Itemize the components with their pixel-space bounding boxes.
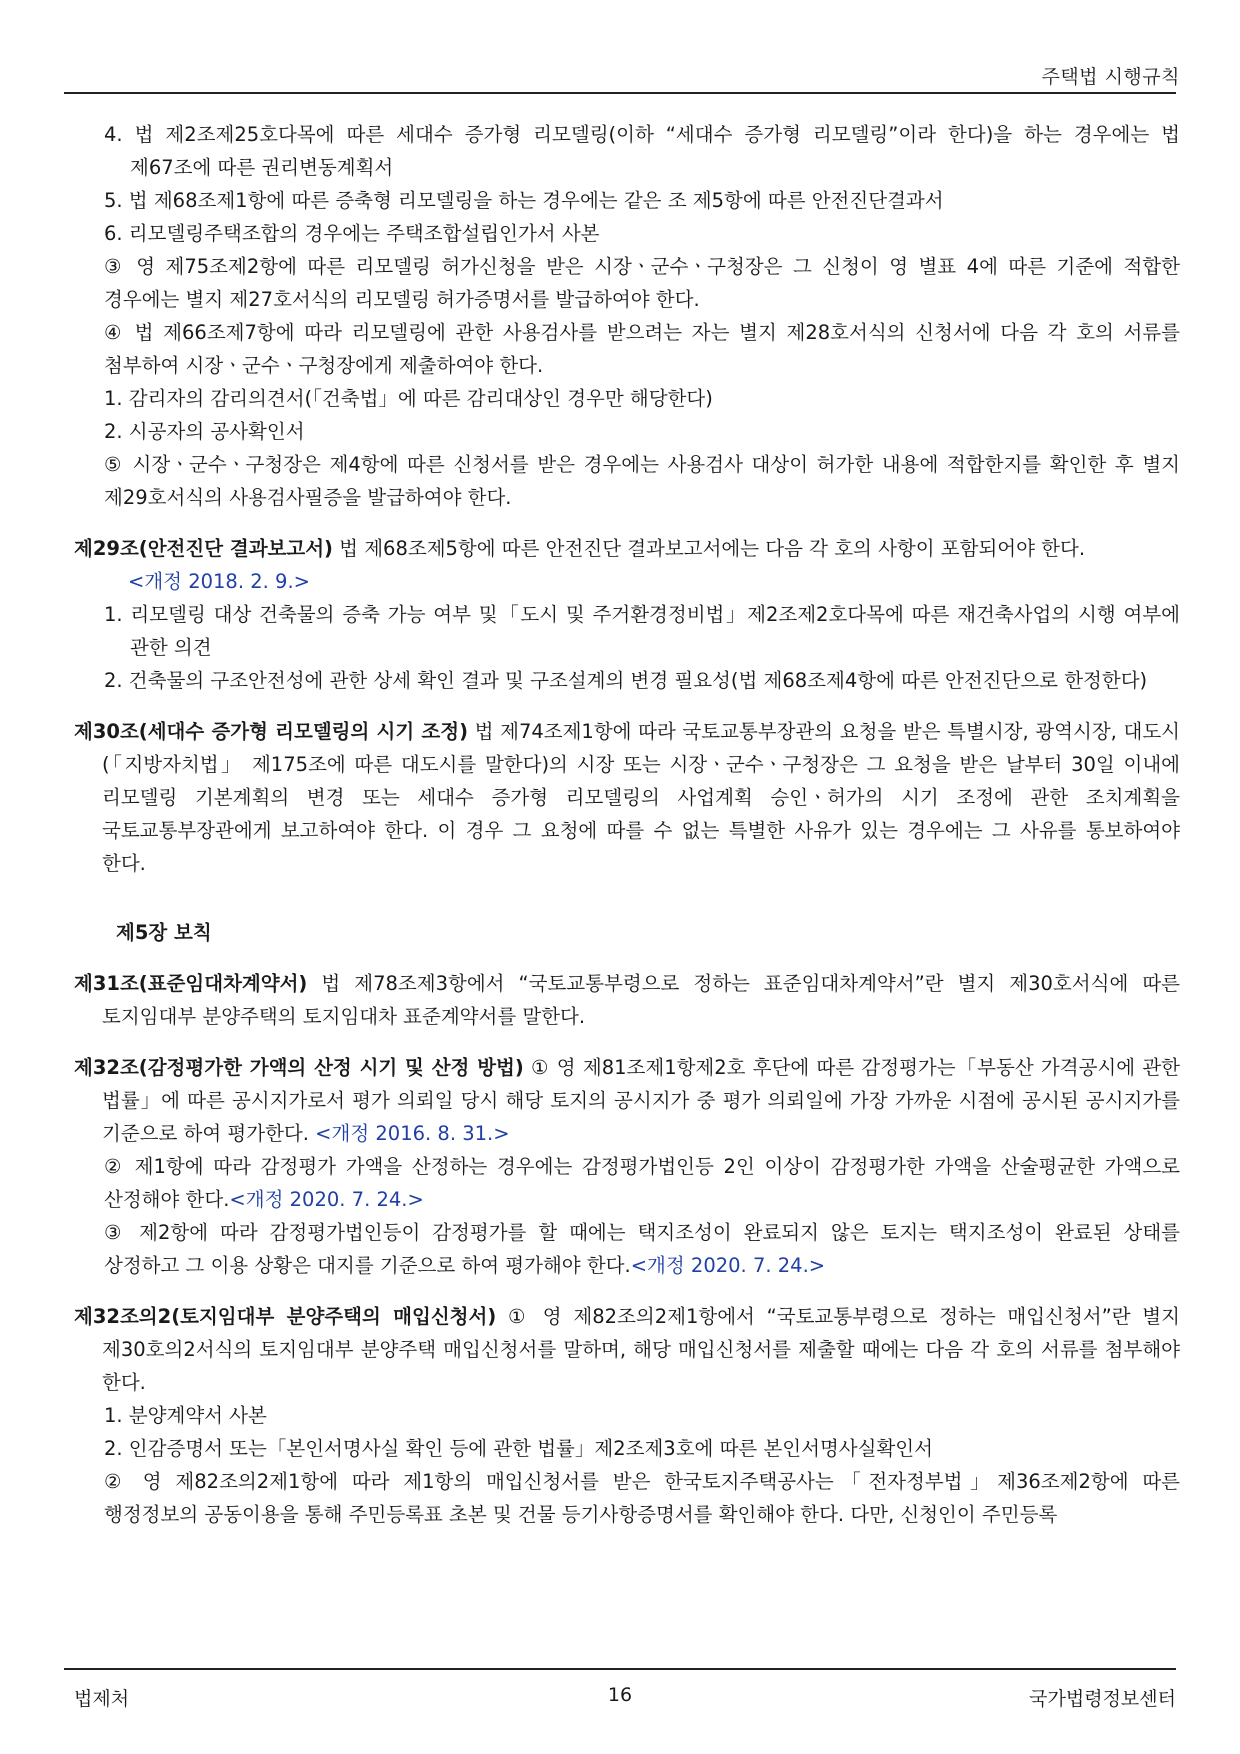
article-31-text: 법 제78조제3항에서 “국토교통부령으로 정하는 표준임대차계약서”란 별지 제30호서식에 따른 토지임대부 분양주택의 토지임대차 표준계약서를 말한다. — [102, 972, 1180, 1028]
chapter-5-heading: 제5장 보칙 — [116, 921, 212, 944]
paragraph-4: ④ 법 제66조제7항에 따라 리모델링에 관한 사용검사를 받으려는 자는 별지 제28호서식의 신청서에 다음 각 호의 서류를 첨부하여 시장ㆍ군수ㆍ구청장에게 제출하여야 한다. — [104, 321, 1180, 377]
article-32-2-paragraph-2: ② 영 제82조의2제1항에 따라 제1항의 매입신청서를 받은 한국토지주택공사는「전자정부법」제36조제2항에 따른 행정정보의 공동이용을 통해 주민등록표 초본 및 건물 등기사항증명서를 확인해야 한다. 다만, 신청인이 주민등록 — [104, 1470, 1180, 1526]
article-32-title: 제32조(감정평가한 가액의 산정 시기 및 산정 방법) — [74, 1056, 524, 1079]
item-2: 2. 시공자의 공사확인서 — [104, 420, 305, 443]
document-body — [0, 118, 1240, 1531]
footer-source: 국가법령정보센터 — [1029, 1688, 1176, 1710]
article-32-2-title: 제32조의2(토지임대부 분양주택의 매입신청서) — [74, 1305, 497, 1328]
article-32 — [74, 1051, 1180, 1150]
header-title: 주택법 시행규칙 — [1041, 66, 1180, 88]
footer-publisher: 법제처 — [74, 1688, 130, 1710]
article-30-title: 제30조(세대수 증가형 리모델링의 시기 조정) — [74, 720, 469, 743]
paragraph-3: ③ 영 제75조제2항에 따른 리모델링 허가신청을 받은 시장ㆍ군수ㆍ구청장은 그 신청이 영 별표 4에 따른 기준에 적합한 경우에는 별지 제27호서식의 리모델링 허가증명서를 발급하여야 한다. — [104, 255, 1180, 311]
article-29-title: 제29조(안전진단 결과보고서) — [74, 537, 333, 560]
article-32-paragraph-2 — [104, 1150, 1180, 1216]
article-32-amend-link[interactable]: <개정 2016. 8. 31.> — [315, 1122, 510, 1145]
item-6: 6. 리모델링주택조합의 경우에는 주택조합설립인가서 사본 — [104, 222, 600, 245]
article-32-2-text: ① 영 제82조의2제1항에서 “국토교통부령으로 정하는 매입신청서”란 별지 제30호의2서식의 토지임대부 분양주택 매입신청서를 말하며, 해당 매입신청서를 제출할 때에는 다음 각 호의 서류를 첨부해야 한다. — [102, 1305, 1180, 1394]
article-29-amend-link[interactable]: <개정 2018. 2. 9.> — [128, 570, 310, 593]
header-divider — [64, 92, 1176, 94]
article-29-text: 법 제68조제5항에 따른 안전진단 결과보고서에는 다음 각 호의 사항이 포함되어야 한다. — [332, 537, 1086, 560]
article-32-paragraph-2-text: ② 제1항에 따라 감정평가 가액을 산정하는 경우에는 감정평가법인등 2인 이상이 감정평가한 가액을 산술평균한 가액으로 산정해야 한다. — [104, 1155, 1180, 1211]
article-32-2 — [74, 1300, 1180, 1399]
item-5: 5. 법 제68조제1항에 따른 증축형 리모델링을 하는 경우에는 같은 조 제5항에 따른 안전진단결과서 — [104, 189, 944, 212]
article-29 — [74, 532, 1180, 598]
article-29-item-2: 2. 건축물의 구조안전성에 관한 상세 확인 결과 및 구조설계의 변경 필요성(법 제68조제4항에 따른 안전진단으로 한정한다) — [104, 669, 1148, 692]
page-number: 16 — [607, 1684, 633, 1706]
article-32-2-item-2: 2. 인감증명서 또는「본인서명사실 확인 등에 관한 법률」제2조제3호에 따른 본인서명사실확인서 — [104, 1437, 933, 1460]
footer-divider — [64, 1668, 1176, 1670]
article-31 — [74, 967, 1180, 1033]
item-4: 4. 법 제2조제25호다목에 따른 세대수 증가형 리모델링(이하 “세대수 증가형 리모델링”이라 한다)을 하는 경우에는 법 제67조에 따른 권리변동계획서 — [104, 123, 1180, 179]
article-32-paragraph-3-amend-link[interactable]: <개정 2020. 7. 24.> — [630, 1254, 826, 1277]
paragraph-5: ⑤ 시장ㆍ군수ㆍ구청장은 제4항에 따른 신청서를 받은 경우에는 사용검사 대상이 허가한 내용에 적합한지를 확인한 후 별지 제29호서식의 사용검사필증을 발급하여야 한다. — [104, 453, 1180, 509]
article-32-paragraph-2-amend-link[interactable]: <개정 2020. 7. 24.> — [229, 1188, 424, 1211]
article-32-2-item-1: 1. 분양계약서 사본 — [104, 1404, 267, 1427]
article-32-paragraph-3 — [104, 1216, 1180, 1282]
article-32-paragraph-3-text: ③ 제2항에 따라 감정평가법인등이 감정평가를 할 때에는 택지조성이 완료되지 않은 토지는 택지조성이 완료된 상태를 상정하고 그 이용 상황은 대지를 기준으로 하여 평가해야 한다. — [104, 1221, 1180, 1277]
article-30 — [74, 715, 1180, 880]
article-31-title: 제31조(표준임대차계약서) — [74, 972, 308, 995]
item-1: 1. 감리자의 감리의견서(「건축법」에 따른 감리대상인 경우만 해당한다) — [104, 387, 713, 410]
article-30-text: 법 제74조제1항에 따라 국토교통부장관의 요청을 받은 특별시장, 광역시장, 대도시(「지방자치법」 제175조에 따른 대도시를 말한다)의 시장 또는 시장ㆍ군수ㆍ구청장은 그 요청을 받은 날부터 30일 이내에 리모델링 기본계획의 변경 또는 세대수 증가형 리모델링의 사업계획 승인ㆍ허가의 시기 조정에 관한 조치계획을 국토교통부장관에게 보고하여야 한다. 이 경우 그 요청에 따를 수 없는 특별한 사유가 있는 경우에는 그 사유를 통보하여야 한다. — [102, 720, 1180, 875]
article-32-text: ① 영 제81조제1항제2호 후단에 따른 감정평가는「부동산 가격공시에 관한 법률」에 따른 공시지가로서 평가 의뢰일 당시 해당 토지의 공시지가 중 평가 의뢰일에 가장 가까운 시점에 공시된 공시지가를 기준으로 하여 평가한다. — [102, 1056, 1180, 1145]
article-29-item-1: 1. 리모델링 대상 건축물의 증축 가능 여부 및「도시 및 주거환경정비법」제2조제2호다목에 따른 재건축사업의 시행 여부에 관한 의견 — [104, 603, 1180, 659]
